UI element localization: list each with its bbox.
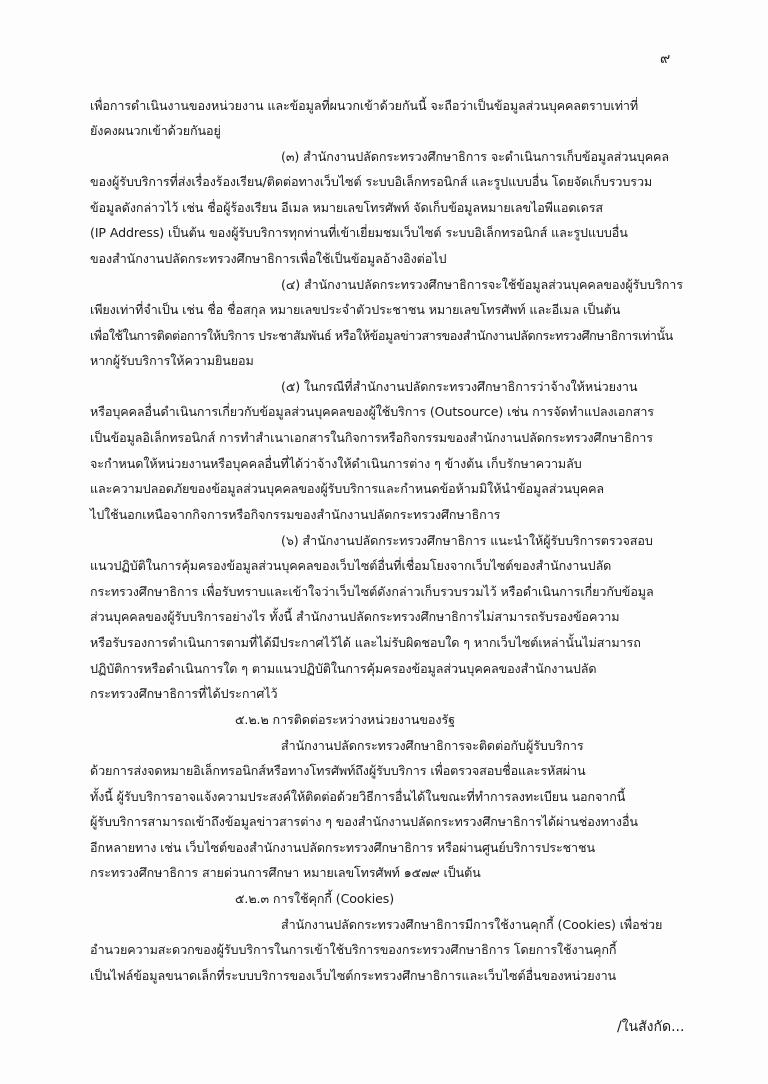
- text-line: เพื่อใช้ในการติดต่อการให้บริการ ประชาสัมพันธ์ หรือให้ข้อมูลข่าวสารของสำนักงานปลัดกระทรวงศึกษาธิการเท่านั้น: [90, 328, 673, 343]
- text-line: ผู้รับบริการสามารถเข้าถึงข้อมูลข่าวสารต่าง ๆ ของสำนักงานปลัดกระทรวงศึกษาธิการได้ผ่านช่องทางอื่น: [90, 814, 638, 829]
- text-line: เพียงเท่าที่จำเป็น เช่น ชื่อ ชื่อสกุล หมายเลขประจำตัวประชาชน หมายเลขโทรศัพท์ และอีเมล เป็นต้น: [90, 302, 621, 317]
- text-line: ปฏิบัติการหรือดำเนินการใด ๆ ตามแนวปฏิบัติในการคุ้มครองข้อมูลส่วนบุคคลของสำนักงานปลัด: [90, 661, 597, 676]
- text-line: เป็นไฟล์ข้อมูลขนาดเล็กที่ระบบบริการของเว็บไซต์กระทรวงศึกษาธิการและเว็บไซต์อื่นของหน่วยงาน: [90, 968, 617, 983]
- text-line: ด้วยการส่งจดหมายอิเล็กทรอนิกส์หรือทางโทรศัพท์ถึงผู้รับบริการ เพื่อตรวจสอบชื่อและรหัสผ่าน: [90, 763, 586, 778]
- text-line: เป็นข้อมูลอิเล็กทรอนิกส์ การทำสำเนาเอกสารในกิจการหรือกิจกรรมของสำนักงานปลัดกระทรวงศึกษาธิการ: [90, 430, 653, 445]
- text-line: หากผู้รับบริการให้ความยินยอม: [90, 353, 254, 368]
- text-line: (๕) ในกรณีที่สำนักงานปลัดกระทรวงศึกษาธิการว่าจ้างให้หน่วยงาน: [281, 379, 638, 394]
- text-line: ส่วนบุคคลของผู้รับบริการอย่างไร ทั้งนี้ สำนักงานปลัดกระทรวงศึกษาธิการไม่สามารถรับรองข้อความ: [90, 609, 620, 624]
- continuation-footer: /ในสังกัด...: [617, 1019, 685, 1035]
- text-line: อำนวยความสะดวกของผู้รับบริการในการเข้าใช้บริการของกระทรวงศึกษาธิการ โดยการใช้งานคุกกี้: [90, 942, 617, 957]
- text-line: หรือบุคคลอื่นดำเนินการเกี่ยวกับข้อมูลส่วนบุคคลของผู้ใช้บริการ (Outsource) เช่น การจัดทำแปลงเอกสาร: [90, 404, 654, 419]
- text-line: กระทรวงศึกษาธิการ สายด่วนการศึกษา หมายเลขโทรศัพท์ ๑๕๗๙ เป็นต้น: [90, 865, 481, 880]
- text-line: (๔) สำนักงานปลัดกระทรวงศึกษาธิการจะใช้ข้อมูลส่วนบุคคลของผู้รับบริการ: [281, 277, 683, 292]
- text-line: จะกำหนดให้หน่วยงานหรือบุคคลอื่นที่ได้ว่าจ้างให้ดำเนินการต่าง ๆ ข้างต้น เก็บรักษาความลับ: [90, 456, 582, 471]
- text-line: ของสำนักงานปลัดกระทรวงศึกษาธิการเพื่อใช้เป็นข้อมูลอ้างอิงต่อไป: [90, 251, 447, 266]
- text-line: ข้อมูลดังกล่าวไว้ เช่น ชื่อผู้ร้องเรียน อีเมล หมายเลขโทรศัพท์ จัดเก็บข้อมูลหมายเลขไอพีแอดเดรส: [90, 200, 603, 215]
- text-line: กระทรวงศึกษาธิการ เพื่อรับทราบและเข้าใจว่าเว็บไซต์ดังกล่าวเก็บรวบรวมไว้ หรือดำเนินการเกี่ยวกับข้อมูล: [90, 584, 654, 599]
- section-heading: ๕.๒.๒ การติดต่อระหว่างหน่วยงานของรัฐ: [235, 712, 455, 727]
- text-line: ของผู้รับบริการที่ส่งเรื่องร้องเรียน/ติดต่อทางเว็บไซต์ ระบบอิเล็กทรอนิกส์ และรูปแบบอื่น โดยจัดเก็บรวบรวม: [90, 174, 653, 189]
- text-line: สำนักงานปลัดกระทรวงศึกษาธิการมีการใช้งานคุกกี้ (Cookies) เพื่อช่วย: [281, 917, 663, 932]
- text-line: แนวปฏิบัติในการคุ้มครองข้อมูลส่วนบุคคลของเว็บไซต์อื่นที่เชื่อมโยงจากเว็บไซต์ของสำนักงานปลัด: [90, 558, 612, 573]
- section-heading: ๕.๒.๓ การใช้คุกกี้ (Cookies): [235, 891, 395, 906]
- page-number: ๙: [660, 51, 671, 67]
- text-line: สำนักงานปลัดกระทรวงศึกษาธิการจะติดต่อกับผู้รับบริการ: [281, 738, 584, 753]
- text-line: หรือรับรองการดำเนินการตามที่ได้มีประกาศไว้ได้ และไม่รับผิดชอบใด ๆ หากเว็บไซต์เหล่านั้นไม่สามารถ: [90, 635, 641, 650]
- text-line: ทั้งนี้ ผู้รับบริการอาจแจ้งความประสงค์ให้ติดต่อด้วยวิธีการอื่นได้ในขณะที่ทำการลงทะเบียน นอกจากนี้: [90, 789, 626, 804]
- text-line: (๖) สำนักงานปลัดกระทรวงศึกษาธิการ แนะนำให้ผู้รับบริการตรวจสอบ: [281, 533, 653, 548]
- text-line: กระทรวงศึกษาธิการที่ได้ประกาศไว้: [90, 686, 278, 701]
- text-line: และความปลอดภัยของข้อมูลส่วนบุคคลของผู้รับบริการและกำหนดข้อห้ามมิให้นำข้อมูลส่วนบุคคล: [90, 481, 605, 496]
- text-line: ไปใช้นอกเหนือจากกิจการหรือกิจกรรมของสำนักงานปลัดกระทรวงศึกษาธิการ: [90, 507, 501, 522]
- text-line: (IP Address) เป็นต้น ของผู้รับบริการทุกท่านที่เข้าเยี่ยมชมเว็บไซต์ ระบบอิเล็กทรอนิกส์ และรูปแบบอื่น: [90, 225, 628, 240]
- text-line: ยังคงผนวกเข้าด้วยกันอยู่: [90, 123, 221, 138]
- text-line: อีกหลายทาง เช่น เว็บไซต์ของสำนักงานปลัดกระทรวงศึกษาธิการ หรือผ่านศูนย์บริการประชาชน: [90, 840, 595, 855]
- text-line: (๓) สำนักงานปลัดกระทรวงศึกษาธิการ จะดำเนินการเก็บข้อมูลส่วนบุคคล: [281, 149, 669, 164]
- text-line: เพื่อการดำเนินงานของหน่วยงาน และข้อมูลที่ผนวกเข้าด้วยกันนี้ จะถือว่าเป็นข้อมูลส่วนบุคคลตราบเท่าที่: [90, 98, 639, 113]
